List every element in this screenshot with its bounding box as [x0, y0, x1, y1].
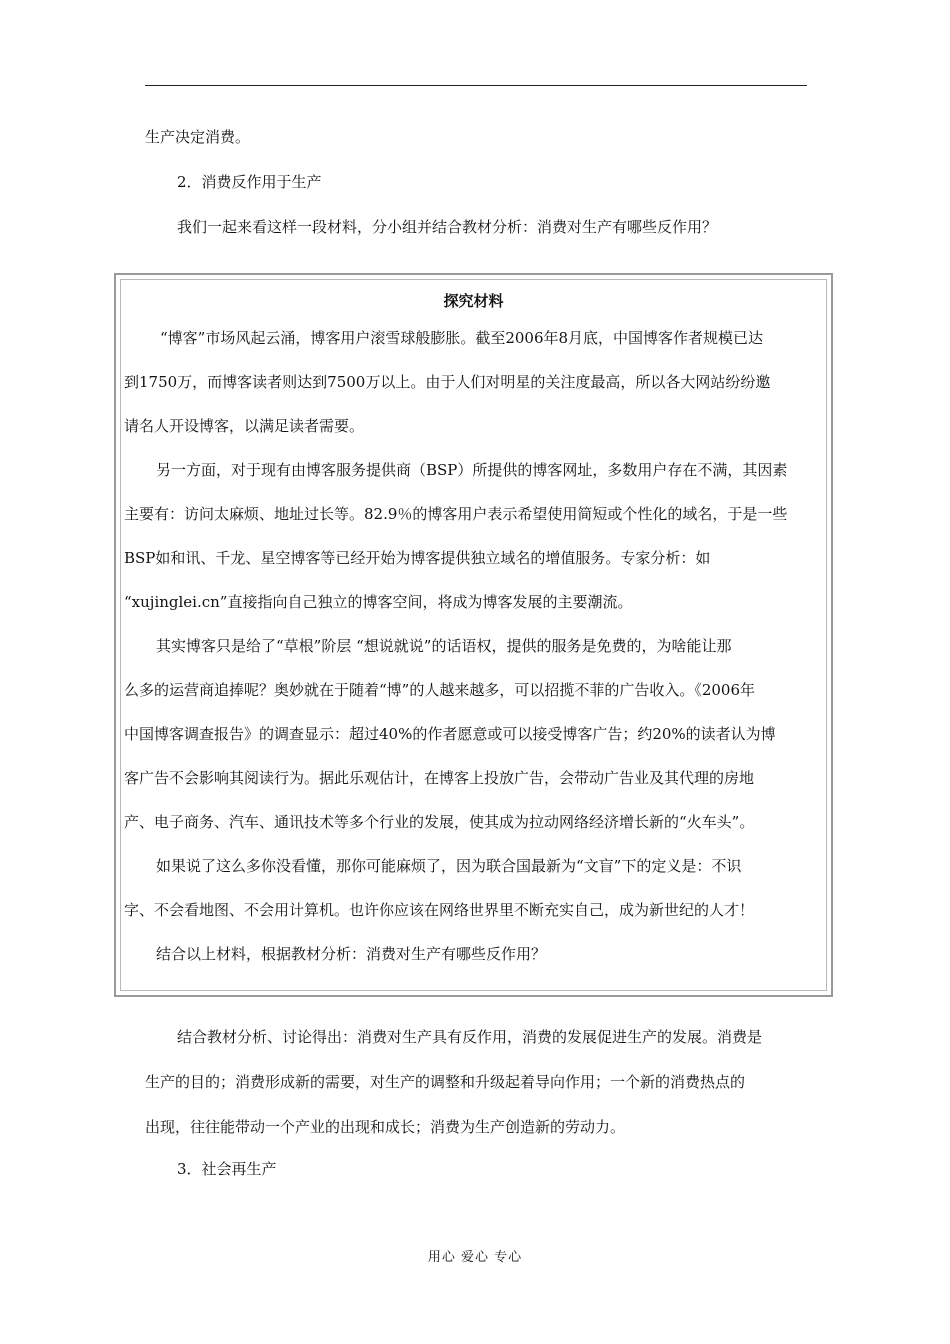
material-line: 结合以上材料，根据教材分析：消费对生产有哪些反作用？	[156, 945, 547, 963]
material-line: 另一方面，对于现有由博客服务提供商（BSP）所提供的博客网址，多数用户存在不满，其因素	[156, 461, 788, 479]
page-footer: 用心 爱心 专心	[427, 1250, 523, 1265]
material-box-title: 探究材料	[443, 292, 504, 310]
body-text-line: 生产决定消费。	[145, 128, 251, 146]
material-box	[114, 273, 833, 997]
material-line: 么多的运营商追捧呢？奥妙就在于随着“博”的人越来越多，可以招揽不菲的广告收入。《2006年	[124, 681, 756, 699]
material-line: “博客”市场风起云涌，博客用户滚雪球般膨胀。截至2006年8月底，中国博客作者规模已达	[160, 329, 764, 347]
material-line: 字、不会看地图、不会用计算机。也许你应该在网络世界里不断充实自己，成为新世纪的人才！	[124, 901, 755, 919]
material-line: “xujinglei.cn”直接指向自己独立的博客空间，将成为博客发展的主要潮流。	[124, 593, 633, 611]
material-line: 如果说了这么多你没看懂，那你可能麻烦了，因为联合国最新为“文盲”下的定义是：不识	[156, 857, 742, 875]
body-text-line: 生产的目的；消费形成新的需要，对生产的调整和升级起着导向作用；一个新的消费热点的	[145, 1073, 746, 1091]
material-line: 产、电子商务、汽车、通讯技术等多个行业的发展，使其成为拉动网络经济增长新的“火车头”。	[124, 813, 755, 831]
material-line: 请名人开设博客，以满足读者需要。	[124, 417, 365, 435]
material-line: BSP如和讯、千龙、星空博客等已经开始为博客提供独立域名的增值服务。专家分析：如	[124, 549, 711, 567]
section-heading: 2．消费反作用于生产	[177, 173, 322, 191]
material-line: 到1750万，而博客读者则达到7500万以上。由于人们对明星的关注度最高，所以各大网站纷纷邀	[124, 373, 771, 391]
header-rule	[145, 85, 807, 86]
section-heading: 3．社会再生产	[177, 1160, 277, 1178]
material-line: 其实博客只是给了“草根”阶层 “想说就说”的话语权，提供的服务是免费的，为啥能让那	[156, 637, 732, 655]
body-text-line: 出现，往往能带动一个产业的出现和成长；消费为生产创造新的劳动力。	[145, 1118, 626, 1136]
material-line: 中国博客调查报告》的调查显示：超过40%的作者愿意或可以接受博客广告；约20%的读者认为博	[124, 725, 776, 743]
material-line: 主要有：访问太麻烦、地址过长等。82.9％的博客用户表示希望使用简短或个性化的域名，于是一些	[124, 505, 788, 523]
body-text-line: 结合教材分析、讨论得出：消费对生产具有反作用，消费的发展促进生产的发展。消费是	[177, 1028, 763, 1046]
body-text-line: 我们一起来看这样一段材料，分小组并结合教材分析：消费对生产有哪些反作用？	[177, 218, 718, 236]
material-line: 客广告不会影响其阅读行为。据此乐观估计，在博客上投放广告，会带动广告业及其代理的房地	[124, 769, 755, 787]
